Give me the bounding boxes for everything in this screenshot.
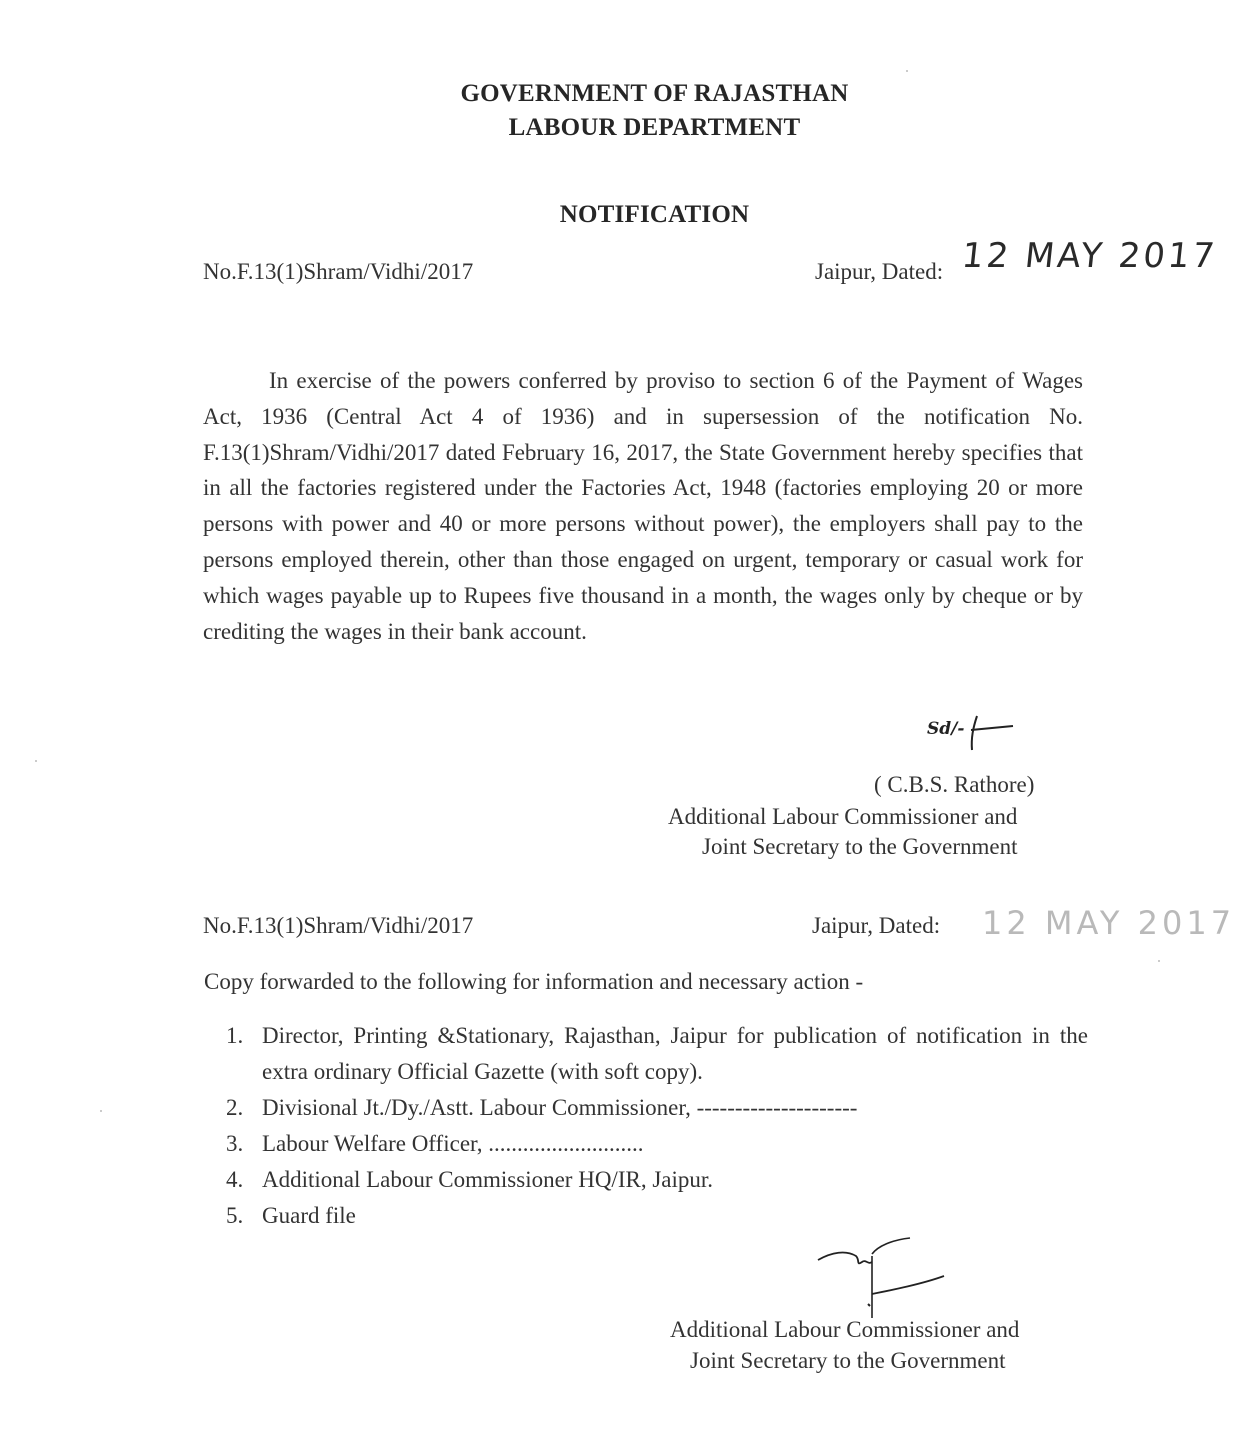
list-item (226, 1090, 1088, 1126)
scan-speck (1158, 960, 1160, 962)
copy-forward-intro: Copy forwarded to the following for information and necessary action - (204, 969, 864, 994)
copy-ref-no: No.F.13(1)Shram/Vidhi/2017 (203, 913, 474, 938)
scan-speck (100, 1110, 102, 1112)
list-item-text: Labour Welfare Officer, ........................... (262, 1131, 644, 1156)
scan-speck (35, 760, 37, 762)
signature-sd-text: Sd/- (927, 719, 965, 739)
government-heading: GOVERNMENT OF RAJASTHAN (460, 80, 849, 107)
list-item-text: Guard file (262, 1203, 356, 1228)
notification-date-label: Jaipur, Dated: (815, 259, 944, 284)
copy-signatory-designation-line2: Joint Secretary to the Government (690, 1348, 1006, 1373)
notification-body-text: In exercise of the powers conferred by proviso to section 6 of the Payment of Wages Act, 1936 (Central Act 4 of 1936) and in supersession of the notification No. F.13(1)Shram/Vidhi/2017 dated February 16, 2017, the State Government hereby specifies that in all the factories registered under the Factories Act, 1948 (factories employing 20 or more persons with power and 40 or more persons without power), the employers shall pay to the persons employed therein, other than those engaged on urgent, temporary or casual work for which wages payable up to Rupees five thousand in a month, the wages only by cheque or by crediting the wages in their bank account. (203, 368, 1083, 644)
notification-date-stamp: 12 MAY 2017 (959, 236, 1220, 276)
list-item (226, 1162, 1088, 1198)
list-item-number: 4. (226, 1167, 244, 1192)
list-item (226, 1018, 1088, 1090)
list-item (226, 1198, 1088, 1234)
department-heading: LABOUR DEPARTMENT (508, 114, 801, 141)
list-item (226, 1126, 1088, 1162)
signature-sd-mark (925, 708, 1025, 753)
list-item-text: Director, Printing &Stationary, Rajasthan, Jaipur for publication of notification in the extra ordinary Official Gazette (with soft copy). (262, 1023, 1088, 1084)
copy-forward-list (226, 1018, 1088, 1234)
signatory-name: ( C.B.S. Rathore) (874, 772, 1035, 797)
handwritten-signature (812, 1232, 952, 1322)
list-item-number: 3. (226, 1131, 244, 1156)
list-item-text: Additional Labour Commissioner HQ/IR, Jaipur. (262, 1167, 714, 1192)
list-item-number: 1. (226, 1023, 244, 1048)
notification-title: NOTIFICATION (559, 201, 750, 228)
copy-signatory-designation-line1: Additional Labour Commissioner and (670, 1317, 1020, 1342)
scan-speck (906, 70, 908, 72)
signatory-designation-line2: Joint Secretary to the Government (702, 834, 1018, 859)
list-item-number: 5. (226, 1203, 244, 1228)
list-item-number: 2. (226, 1095, 244, 1120)
notification-body (203, 363, 1083, 649)
list-item-text: Divisional Jt./Dy./Astt. Labour Commissioner, --------------------- (262, 1095, 858, 1120)
notification-ref-no: No.F.13(1)Shram/Vidhi/2017 (203, 259, 474, 284)
copy-date-label: Jaipur, Dated: (812, 913, 941, 938)
signatory-designation-line1: Additional Labour Commissioner and (668, 804, 1018, 829)
copy-date-stamp: 12 MAY 2017 (982, 904, 1236, 942)
